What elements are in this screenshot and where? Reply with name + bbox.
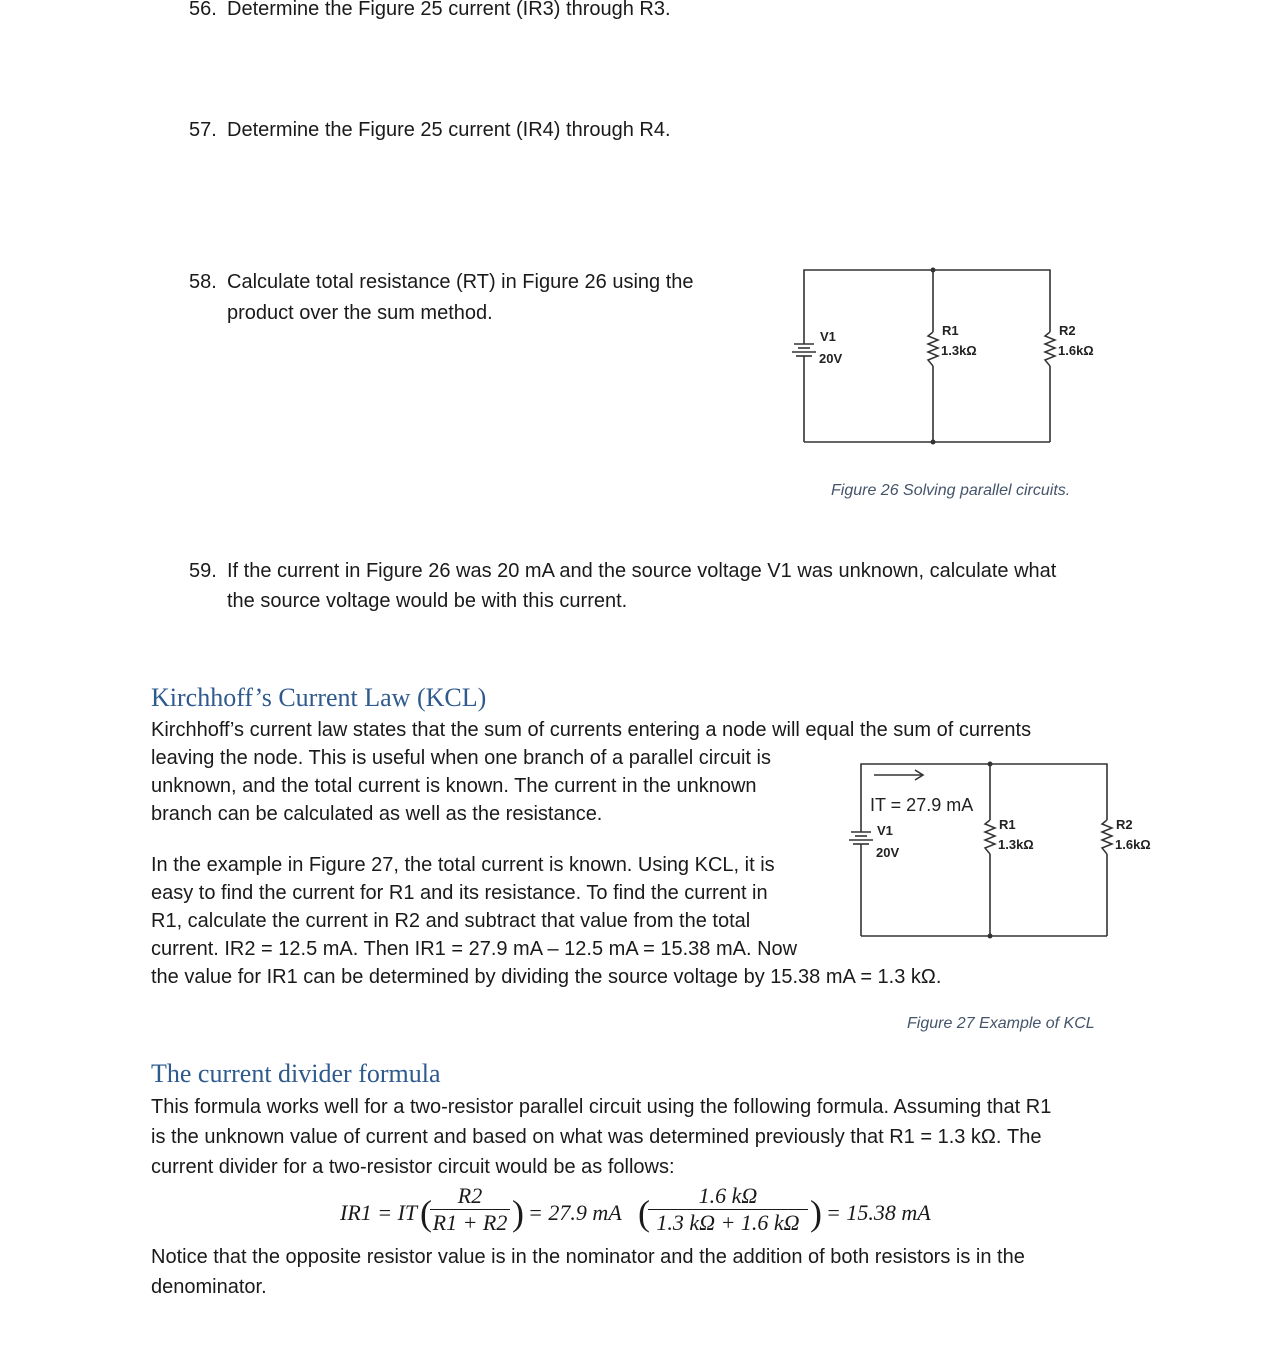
v1-value: 20V (876, 845, 900, 860)
question-56 (189, 0, 1089, 24)
divider-note-line: denominator. (151, 1276, 267, 1298)
divider-intro-line: current divider for a two-resistor circuit would be as follows: (151, 1156, 675, 1178)
kcl-intro-line: Kirchhoff’s current law states that the sum of currents entering a node will equal the sum of currents (151, 719, 1032, 741)
divider-intro (151, 1092, 1161, 1182)
kcl-example-line: In the example in Figure 27, the total current is known. Using KCL, it is (151, 854, 775, 876)
v1-value: 20V (819, 351, 843, 366)
divider-note (151, 1242, 1161, 1302)
r1-label: R1 (999, 817, 1016, 832)
paren-close: ) (512, 1193, 524, 1233)
question-number: 58. (189, 271, 217, 293)
r2-label: R2 (1059, 323, 1076, 338)
divider-heading: The current divider formula (151, 1059, 441, 1088)
divider-note-line: Notice that the opposite resistor value is in the nominator and the addition of both resistors is in the (151, 1246, 1025, 1268)
v1-label: V1 (820, 329, 836, 344)
question-number: 59. (189, 560, 217, 582)
kcl-example-line: current. IR2 = 12.5 mA. Then IR1 = 27.9 mA – 12.5 mA = 15.38 mA. Now (151, 938, 798, 960)
kcl-example-line: easy to find the current for R1 and its resistance. To find the current in (151, 882, 768, 904)
kcl-intro-line: unknown, and the total current is known. The current in the unknown (151, 775, 757, 797)
paren-open: ( (638, 1193, 650, 1233)
question-58 (189, 267, 749, 331)
question-number: 57. (189, 119, 217, 141)
fraction-2 (648, 1183, 808, 1236)
r1-value: 1.3kΩ (941, 343, 977, 358)
resistor-icon (928, 332, 938, 366)
question-text-line1: Calculate total resistance (RT) in Figure 26 using the (227, 271, 694, 293)
question-text-line2: the source voltage would be with this current. (227, 590, 628, 612)
paren-open: ( (420, 1193, 432, 1233)
divider-intro-line: This formula works well for a two-resistor parallel circuit using the following formula. Assuming that R1 (151, 1096, 1052, 1118)
figure-26-circuit (780, 262, 1120, 452)
kcl-heading: Kirchhoff’s Current Law (KCL) (151, 683, 487, 712)
resistor-icon (1102, 820, 1112, 854)
fraction-1-denominator: R1 + R2 (430, 1209, 510, 1236)
formula-middle: = 27.9 mA (528, 1200, 622, 1225)
r2-value: 1.6kΩ (1115, 837, 1151, 852)
total-current-label: IT = 27.9 mA (870, 795, 974, 815)
resistor-icon (985, 820, 995, 854)
paren-close: ) (810, 1193, 822, 1233)
question-text: Determine the Figure 25 current (IR3) through R3. (227, 0, 671, 20)
current-divider-formula (330, 1180, 970, 1242)
figure-27-circuit (840, 758, 1170, 943)
kcl-example-line: the value for IR1 can be determined by dividing the source voltage by 15.38 mA = 1.3 kΩ. (151, 966, 942, 988)
question-text-line2: product over the sum method. (227, 302, 493, 324)
kcl-intro-line: leaving the node. This is useful when one branch of a parallel circuit is (151, 747, 771, 769)
battery-icon (792, 332, 816, 366)
r1-label: R1 (942, 323, 959, 338)
current-arrow-icon (874, 770, 923, 780)
fraction-1-numerator: R2 (457, 1183, 483, 1208)
r1-value: 1.3kΩ (998, 837, 1034, 852)
battery-icon (849, 820, 873, 854)
question-number: 56. (189, 0, 217, 20)
fraction-2-denominator: 1.3 kΩ + 1.6 kΩ (648, 1209, 808, 1236)
question-57 (189, 115, 1089, 145)
divider-intro-line: is the unknown value of current and based on what was determined previously that R1 = 1.3 kΩ. The (151, 1126, 1042, 1148)
question-text-line1: If the current in Figure 26 was 20 mA and the source voltage V1 was unknown, calculate what (227, 560, 1057, 582)
formula-lhs: IR1 = IT (340, 1200, 418, 1225)
resistor-icon (1045, 332, 1055, 366)
question-text: Determine the Figure 25 current (IR4) through R4. (227, 119, 671, 141)
kcl-intro-line: branch can be calculated as well as the resistance. (151, 803, 603, 825)
r2-value: 1.6kΩ (1058, 343, 1094, 358)
fraction-1 (430, 1183, 510, 1236)
figure-26-caption: Figure 26 Solving parallel circuits. (831, 482, 1071, 499)
figure-27-caption: Figure 27 Example of KCL (907, 1015, 1095, 1032)
v1-label: V1 (877, 823, 893, 838)
formula-result: = 15.38 mA (826, 1200, 931, 1225)
fraction-2-numerator: 1.6 kΩ (698, 1183, 758, 1208)
question-59 (189, 556, 1169, 620)
kcl-example-line: R1, calculate the current in R2 and subtract that value from the total (151, 910, 751, 932)
r2-label: R2 (1116, 817, 1133, 832)
